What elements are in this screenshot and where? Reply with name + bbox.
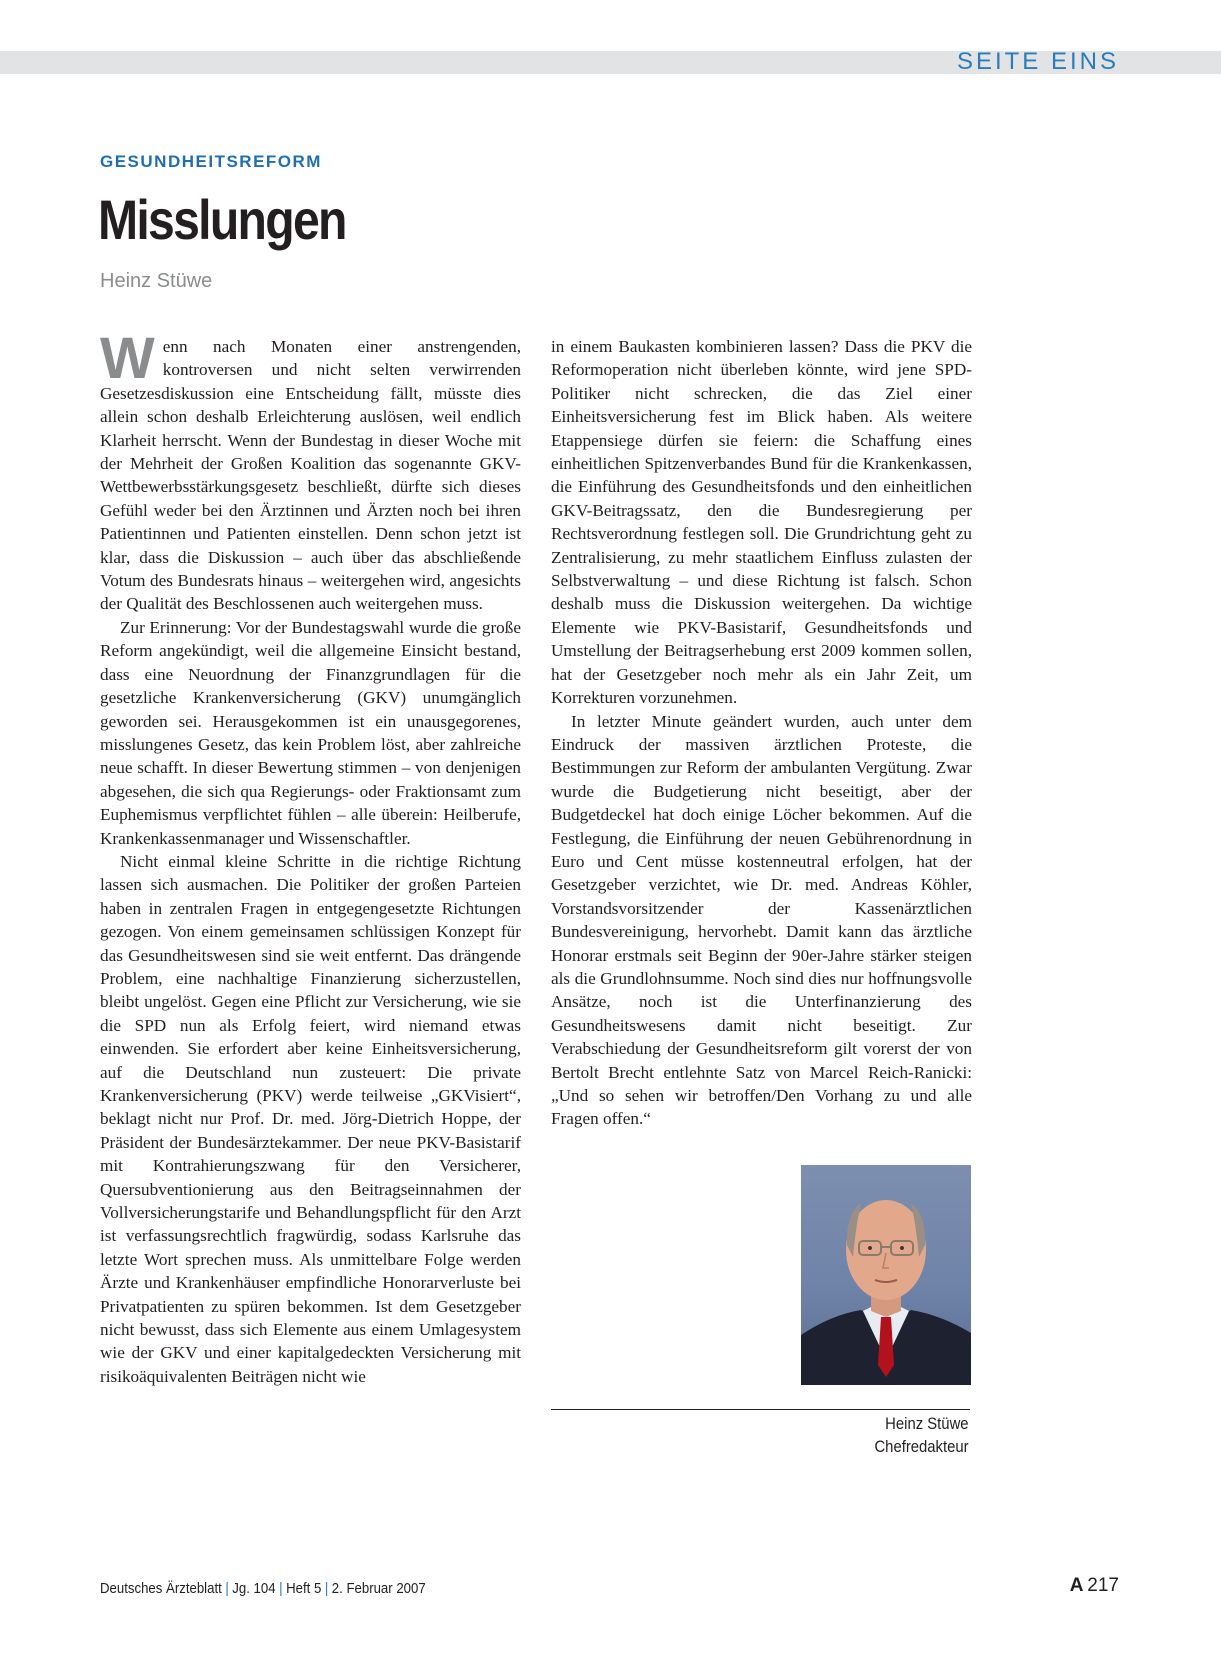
caption-name: Heinz Stüwe [885, 1415, 969, 1433]
footer-volume: Jg. 104 [232, 1580, 276, 1597]
article-kicker: GESUNDHEITSREFORM [100, 152, 322, 171]
article-paragraph [100, 326, 521, 616]
article-paragraph: in einem Baukasten kombinieren lassen? Dass die PKV die Reformoperation nicht überleben könnte, wird jene SPD-Politiker nicht schrecken, die das Ziel einer Einheitsversicherung fest im Blick haben. Als weitere Etappensiege dürfen sie feiern: die Schaffung eines einheitlichen Spitzenverbandes Bund für die Krankenkassen, die Einführung des Gesundheitsfonds und den einheitlichen GKV-Beitragssatz, den die Bundesregierung per Rechtsverordnung festlegen soll. Die Grundrichtung geht zu Zentralisierung, zu mehr staatlichem Einfluss zulasten der Selbstverwaltung – und diese Richtung ist falsch. Schon deshalb muss die Diskussion weitergehen. Da wichtige Elemente wie PKV-Basistarif, Gesundheitsfonds und Umstellung der Beitragserhebung erst 2009 kommen sollen, hat der Gesetzgeber noch mehr als ein Jahr Zeit, um Korrekturen vorzunehmen. [551, 337, 972, 708]
article-paragraph: In letzter Minute geändert wurden, auch unter dem Eindruck der massiven ärztlichen Proteste, die Bestimmungen zur Reform der ambulanten Vergütung. Zwar wurde die Budgetierung nicht beseitigt, aber der Budgetdeckel hat doch einige Löcher bekommen. Auf die Festlegung, die Einführung der neuen Gebührenordnung in Euro und Cent müsse kostenneutral erfolgen, hat der Gesetzgeber verzichtet, wie Dr. med. Andreas Köhler, Vorstandsvorsitzender der Kassenärztlichen Bundesvereinigung, hervorhebt. Damit kann das ärztliche Honorar erstmals seit Beginn der 90er-Jahre stärker steigen als die Grundlohnsumme. Noch sind dies nur hoffnungsvolle Ansätze, noch ist die Unterfinanzierung des Gesundheitswesens damit nicht beseitigt. Zur Verabschiedung der Gesundheitsreform gilt vorerst der von Bertolt Brecht entlehnte Satz von Marcel Reich-Ranicki: „Und so sehen wir betroffen/Den Vorhang zu und alle Fragen offen.“ [551, 711, 972, 1129]
article-column-right [551, 335, 972, 1131]
paragraph-text: enn nach Monaten einer anstrengenden, kontroversen und nicht selten verwirrenden Gesetzesdiskussion eine Entscheidung fällt, müsste dies allein schon deshalb Erleichterung auslösen, weil endlich Klarheit herrscht. Wenn der Bundestag in dieser Woche mit der Mehrheit der Großen Koalition das sogenannte GKV-Wettbewerbsstärkungsgesetz beschließt, dürfte sich dieses Gefühl weder bei den Ärztinnen und Ärzten noch bei ihren Patientinnen und Patienten einstellen. Denn schon jetzt ist klar, dass die Diskussion – auch über das abschließende Votum des Bundesrats hinaus – weitergehen wird, angesichts der Qualität des Beschlossenen auch weitergehen muss. [100, 337, 521, 614]
footer-separator: | [279, 1580, 283, 1597]
article-title: Misslungen [98, 188, 346, 251]
page-prefix: A [1069, 1575, 1084, 1596]
article-paragraph: Zur Erinnerung: Vor der Bundestagswahl wurde die große Reform angekündigt, weil die allgemeine Einsicht bestand, dass eine Neuordnung der Finanzgrundlagen für die gesetzliche Krankenversicherung (GKV) unumgänglich geworden sei. Herausgekommen ist ein unausgegorenes, misslungenes Gesetz, das kein Problem löst, aber zahlreiche neue schafft. In dieser Bewertung stimmen – von denjenigen abgesehen, die sich qua Regierungs- oder Fraktionsamt zum Euphemismus verpflichtet fühlen – alle überein: Heilberufe, Krankenkassenmanager und Wissenschaftler. [100, 617, 521, 848]
author-portrait [801, 1165, 971, 1385]
article-byline: Heinz Stüwe [100, 270, 213, 292]
article-paragraph: Nicht einmal kleine Schritte in die richtige Richtung lassen sich ausmachen. Die Politiker der großen Parteien haben in zentralen Fragen in entgegengesetzte Richtungen gezogen. Von einem gemeinsamen schlüssigen Konzept für das Gesundheitswesen sind sie weit entfernt. Das drängende Problem, eine nachhaltige Finanzierung sicherzustellen, bleibt ungelöst. Gegen eine Pflicht zur Versicherung, wie sie die SPD nun als Erfolg feiert, wird niemand etwas einwenden. Sie erfordert aber keine Einheitsversicherung, auf die Deutschland nun zusteuert: Die private Krankenversicherung (PKV) werde teilweise „GKVisiert“, beklagt nicht nur Prof. Dr. med. Jörg-Dietrich Hoppe, der Präsident der Bundesärztekammer. Der neue PKV-Basistarif mit Kontrahierungszwang für den Versicherer, Quersubventionierung aus den Beitragseinnahmen der Vollversicherungstarife und Behandlungspflicht für den Arzt ist verfassungsrechtlich fragwürdig, sodass Karlsruhe das letzte Wort sprechen muss. Als unmittelbare Folge werden Ärzte und Krankenhäuser empfindliche Honorarverluste bei Privatpatienten zu spüren bekommen. Ist dem Gesetzgeber nicht bewusst, dass sich Elemente aus einem Umlagesystem wie der GKV und einer kapitalgedeckten Versicherung mit risikoäquivalenten Beiträgen nicht wie [100, 851, 521, 1386]
drop-cap: W [100, 326, 155, 391]
footer-separator: | [225, 1580, 229, 1597]
article-column-left [100, 326, 521, 1388]
footer-issue: Heft 5 [286, 1580, 322, 1597]
section-label: SEITE EINS [956, 48, 1119, 75]
footer-separator: | [324, 1580, 329, 1597]
page-number-value: 217 [1087, 1575, 1119, 1596]
page-number [1070, 1575, 1119, 1597]
caption-role: Chefredakteur [874, 1438, 969, 1456]
footer-journal: Deutsches Ärzteblatt [100, 1580, 222, 1597]
footer-citation [100, 1580, 426, 1597]
caption-divider [551, 1409, 970, 1410]
photo-caption [875, 1413, 969, 1459]
footer-date: 2. Februar 2007 [331, 1580, 426, 1597]
